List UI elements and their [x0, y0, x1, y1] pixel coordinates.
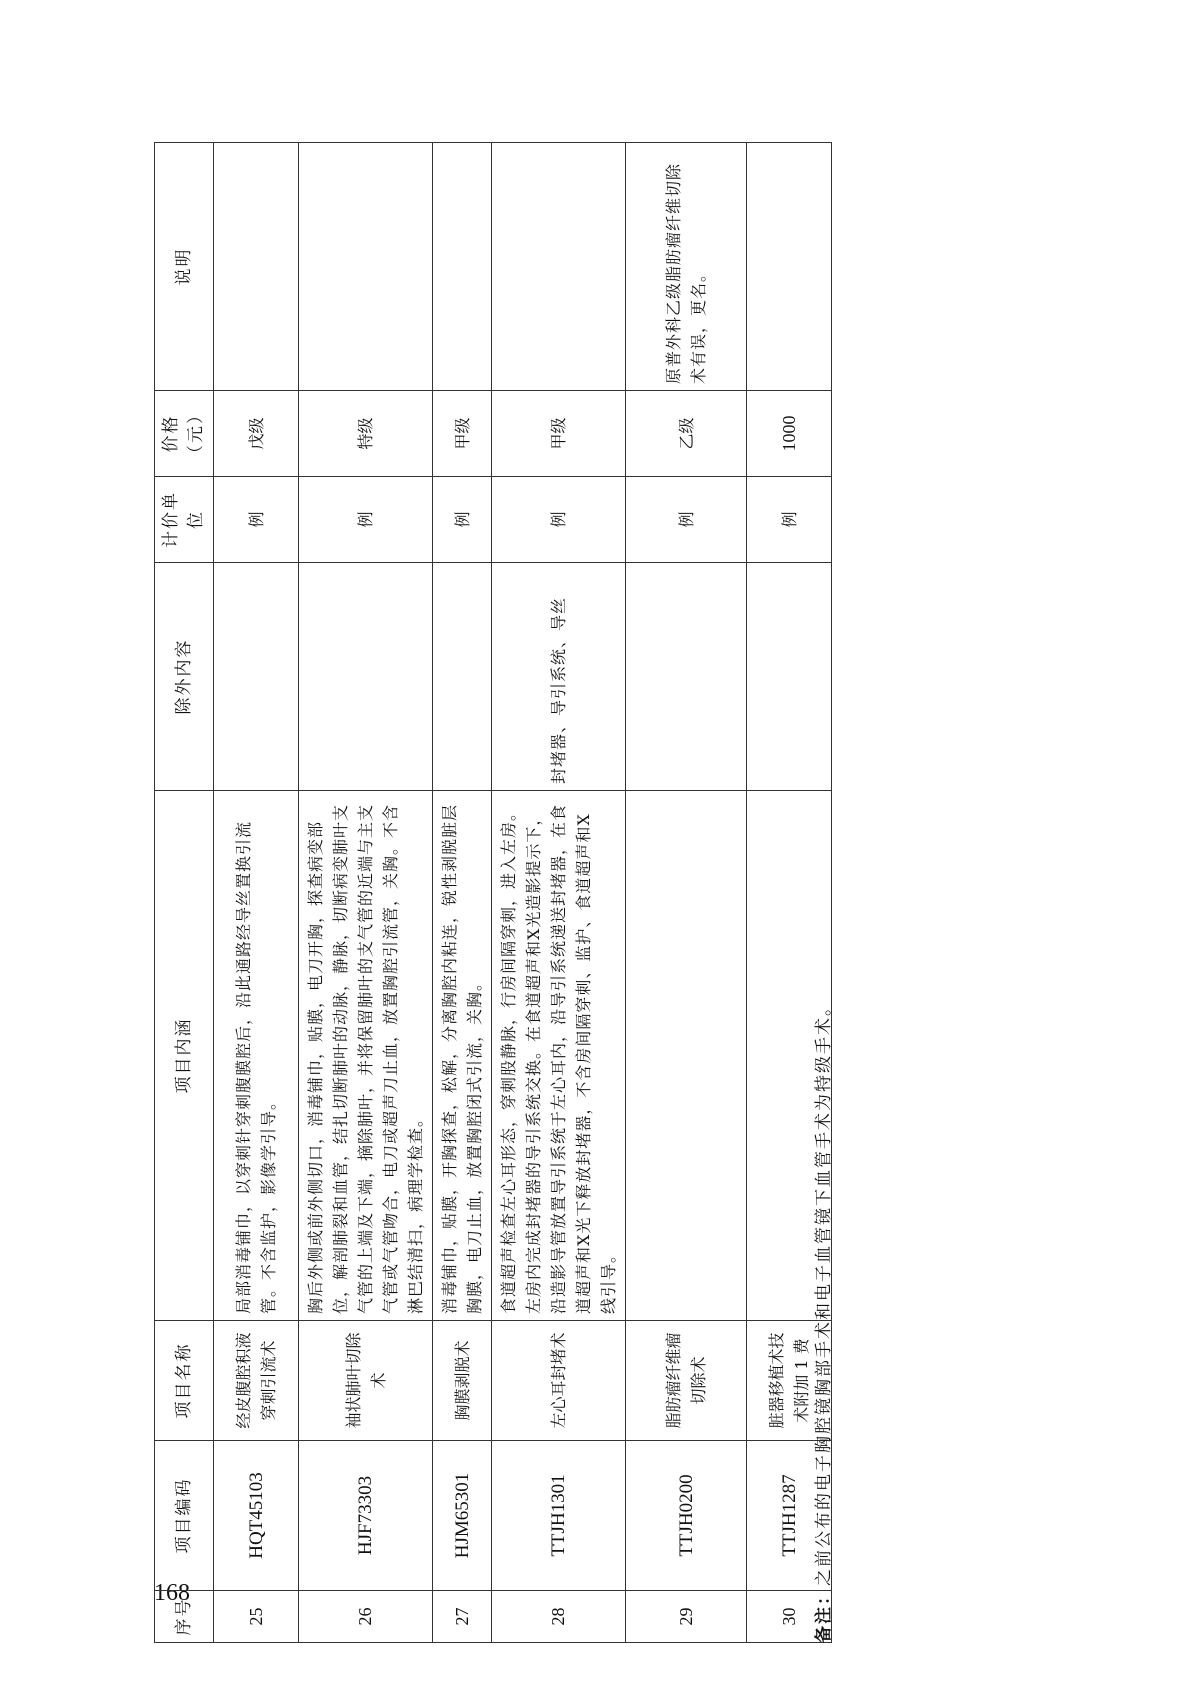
cell-seq: 27: [433, 1591, 492, 1643]
cell-exclusion: [433, 563, 492, 791]
fee-table: [154, 142, 832, 1643]
header-code: 项目编码: [155, 1441, 214, 1591]
cell-code: TTJH1301: [492, 1441, 626, 1591]
cell-exclusion: [626, 563, 747, 791]
table-row: [626, 143, 747, 1643]
cell-remark: [492, 143, 626, 391]
cell-remark: [433, 143, 492, 391]
cell-seq: 25: [214, 1591, 299, 1643]
footnote-label: 备注：: [814, 1586, 834, 1643]
cell-seq: 26: [299, 1591, 433, 1643]
cell-code: HJM65301: [433, 1441, 492, 1591]
cell-code: HJF73303: [299, 1441, 433, 1591]
cell-exclusion: [214, 563, 299, 791]
cell-remark: 原普外科乙级脂肪瘤纤维切除术有误，更名。: [626, 143, 747, 391]
page-number: 168: [154, 1580, 190, 1606]
table-header-row: [155, 143, 214, 1643]
cell-code: TTJH1287: [747, 1441, 832, 1591]
cell-exclusion: [299, 563, 433, 791]
header-seq: 序号: [155, 1591, 214, 1643]
table-row: [299, 143, 433, 1643]
cell-content: 消毒铺巾，贴膜，开胸探查，松解，分离胸腔内粘连，锐性剥脱脏层胸膜，电刀止血，放置胸腔闭式引流，关胸。: [433, 791, 492, 1321]
cell-content: 食道超声检查左心耳形态，穿刺股静脉，行房间隔穿刺，进入左房。左房内完成封堵器的导引系统交换。在食道超声和X光造影提示下，沿造影导管放置导引系统于左心耳内，沿导引系统递送封堵器，在食道超声和X光下释放封堵器，不含房间隔穿刺、监护、食道超声和X线引导。: [492, 791, 626, 1321]
cell-price: 1000: [747, 391, 832, 477]
header-price: 价格（元）: [155, 391, 214, 477]
cell-name: 袖状肺叶切除术: [299, 1321, 433, 1441]
cell-unit: 例: [747, 477, 832, 563]
cell-name: 脂肪瘤纤维瘤切除术: [626, 1321, 747, 1441]
cell-remark: [214, 143, 299, 391]
cell-seq: 28: [492, 1591, 626, 1643]
cell-price: 戊级: [214, 391, 299, 477]
cell-exclusion: 封堵器、导引系统、导丝: [492, 563, 626, 791]
cell-price: 特级: [299, 391, 433, 477]
rotated-sheet: [154, 143, 834, 1643]
header-unit: 计价单位: [155, 477, 214, 563]
cell-content: 胸后外侧或前外侧切口，消毒铺巾，贴膜，电刀开胸，探查病变部位，解剖肺裂和血管，结扎切断肺叶的动脉，静脉，切断病变肺叶支气管的上端及下端，摘除肺叶，并将保留肺叶的支气管的近端与主支气管或气管吻合，电刀或超声刀止血，放置胸腔引流管，关胸。不含淋巴结清扫，病理学检查。: [299, 791, 433, 1321]
cell-unit: 例: [433, 477, 492, 563]
table-row: [214, 143, 299, 1643]
cell-code: HQT45103: [214, 1441, 299, 1591]
cell-seq: 29: [626, 1591, 747, 1643]
footnote: [809, 143, 834, 1643]
cell-name: 胸膜剥脱术: [433, 1321, 492, 1441]
cell-unit: 例: [299, 477, 433, 563]
cell-name: 左心耳封堵术: [492, 1321, 626, 1441]
cell-remark: [299, 143, 433, 391]
cell-code: TTJH0200: [626, 1441, 747, 1591]
header-remark: 说明: [155, 143, 214, 391]
table-row: [433, 143, 492, 1643]
header-content: 项目内涵: [155, 791, 214, 1321]
cell-content: [626, 791, 747, 1321]
cell-unit: 例: [214, 477, 299, 563]
header-name: 项目名称: [155, 1321, 214, 1441]
cell-seq: 30: [747, 1591, 832, 1643]
cell-unit: 例: [492, 477, 626, 563]
cell-name: 经皮腹腔积液穿刺引流术: [214, 1321, 299, 1441]
cell-content: 局部消毒铺巾，以穿刺针穿刺腹膜腔后，沿此通路经导丝置换引流管。不含监护，影像学引导。: [214, 791, 299, 1321]
table-row: [492, 143, 626, 1643]
cell-price: 乙级: [626, 391, 747, 477]
cell-name: 脏器移植术技术附加 1 费: [747, 1321, 832, 1441]
header-exclusion: 除外内容: [155, 563, 214, 791]
cell-unit: 例: [626, 477, 747, 563]
cell-price: 甲级: [433, 391, 492, 477]
footnote-text: 之前公布的电子胸腔镜胸部手术和电子血管镜下血管手术为特级手术。: [814, 997, 834, 1586]
cell-price: 甲级: [492, 391, 626, 477]
